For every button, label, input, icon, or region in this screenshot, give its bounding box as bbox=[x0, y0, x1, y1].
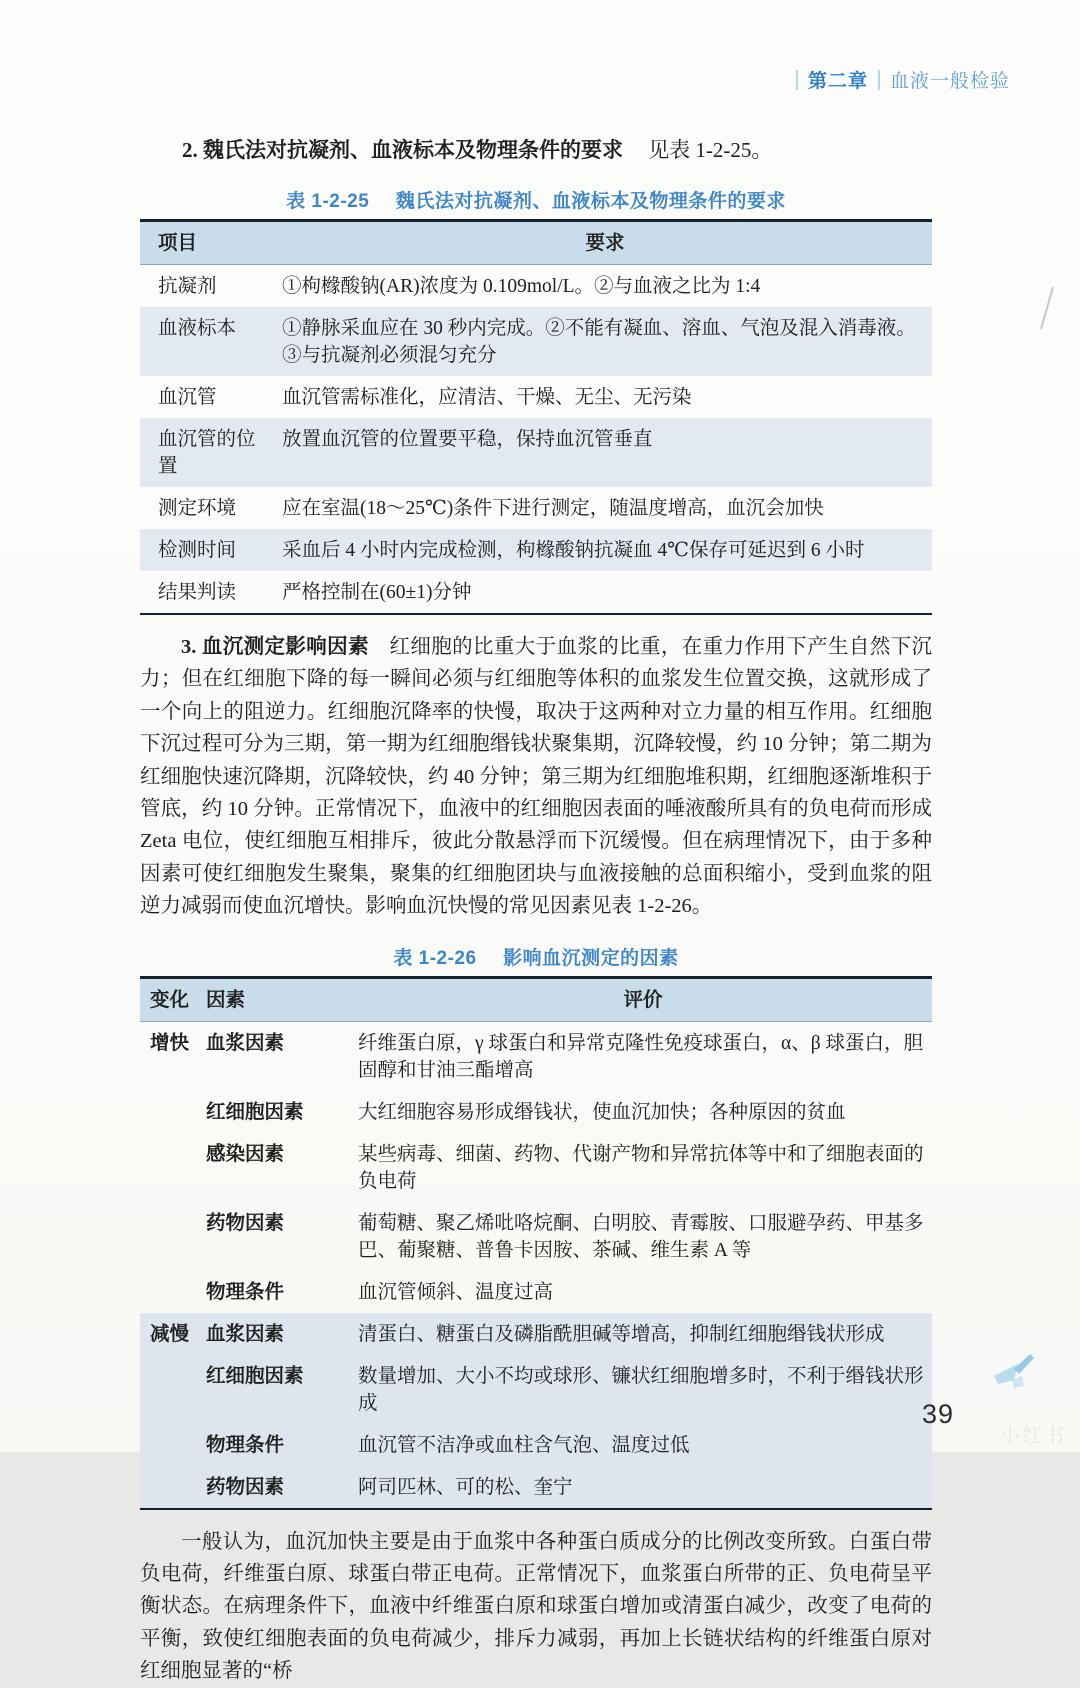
row-evaluation: 阿司匹林、可的松、奎宁 bbox=[358, 1476, 573, 1498]
table-row bbox=[140, 1133, 932, 1202]
running-head bbox=[796, 66, 1010, 93]
row-requirement: 放置血沉管的位置要平稳，保持血沉管垂直 bbox=[282, 429, 653, 450]
row-change bbox=[140, 1424, 202, 1466]
table-factors bbox=[140, 976, 932, 1510]
row-evaluation: 清蛋白、糖蛋白及磷脂酰胆碱等增高，抑制红细胞缗钱状形成 bbox=[358, 1323, 885, 1345]
table-row bbox=[140, 376, 932, 418]
row-change bbox=[140, 1202, 202, 1271]
table-header-row bbox=[140, 222, 932, 265]
table-requirements bbox=[140, 219, 932, 615]
group-faster bbox=[140, 1022, 932, 1313]
row-factor: 红细胞因素 bbox=[206, 1365, 304, 1387]
section-label: 血液一般检验 bbox=[889, 71, 1010, 92]
table-header-row bbox=[140, 979, 932, 1022]
table-row bbox=[140, 1466, 932, 1508]
row-change bbox=[140, 1466, 202, 1508]
group-slower bbox=[140, 1313, 932, 1508]
heading-title: 魏氏法对抗凝剂、血液标本及物理条件的要求 bbox=[203, 138, 623, 162]
table1-caption: 魏氏法对抗凝剂、血液标本及物理条件的要求 bbox=[395, 191, 786, 212]
table-row bbox=[140, 487, 932, 529]
table-reference: 见表 1-2-25。 bbox=[648, 138, 773, 162]
table-row bbox=[140, 418, 932, 487]
row-evaluation: 某些病毒、细菌、药物、代谢产物和异常抗体等中和了细胞表面的负电荷 bbox=[358, 1143, 924, 1192]
row-item: 测定环境 bbox=[158, 498, 237, 519]
row-factor: 血浆因素 bbox=[206, 1032, 285, 1054]
row-factor: 感染因素 bbox=[206, 1143, 285, 1165]
divider-bar bbox=[878, 70, 880, 90]
row-requirement: 严格控制在(60±1)分钟 bbox=[282, 582, 472, 603]
row-change bbox=[140, 1133, 202, 1202]
row-evaluation: 大红细胞容易形成缗钱状，使血沉加快；各种原因的贫血 bbox=[358, 1101, 846, 1123]
row-item: 血液标本 bbox=[158, 318, 237, 339]
watermark-brush-icon bbox=[984, 1350, 1040, 1396]
row-evaluation: 数量增加、大小不均或球形、镰状红细胞增多时，不利于缗钱状形成 bbox=[358, 1365, 924, 1414]
row-requirement: ①枸橼酸钠(AR)浓度为 0.109mol/L。②与血液之比为 1:4 bbox=[282, 276, 761, 297]
row-requirement: 采血后 4 小时内完成检测，枸橼酸钠抗凝血 4℃保存可延迟到 6 小时 bbox=[282, 540, 865, 561]
table2-caption: 影响血沉测定的因素 bbox=[503, 947, 679, 969]
row-change bbox=[140, 1271, 202, 1313]
table-row bbox=[140, 307, 932, 376]
section3-body: 红细胞的比重大于血浆的比重，在重力作用下产生自然下沉力；但在红细胞下降的每一瞬间必须与红细胞等体积的血浆发生位置交换，这就形成了一个向上的阻逆力。红细胞沉降率的快慢，取决于这两种对立力量的相互作用。红细胞下沉过程可分为三期，第一期为红细胞缗钱状聚集期，沉降较慢，约 10 分钟；第二期为红细胞快速沉降期，沉降较快，约 40 分钟；第三期为红细胞堆积期，红细胞逐渐堆积于管底，约 10 分钟。正常情况下，血液中的红细胞因表面的唾液酸所具有的负电荷而形成 Zeta 电位，使红细胞互相排斥，彼此分散悬浮而下沉缓慢。但在病理情况下，由于多种因素可使红细胞发生聚集，聚集的红细胞团块与血液接触的总面积缩小，受到血浆的阻逆力减弱而使血沉增快。影响血沉快慢的常见因素见表 1-2-26。 bbox=[140, 636, 933, 918]
section-heading bbox=[140, 134, 932, 166]
row-item: 血沉管的位置 bbox=[158, 429, 256, 477]
table-row bbox=[140, 571, 932, 613]
row-requirement: 应在室温(18～25℃)条件下进行测定，随温度增高，血沉会加快 bbox=[282, 498, 824, 519]
table-row bbox=[140, 1271, 932, 1313]
header-change: 变化 bbox=[150, 989, 190, 1011]
table-row bbox=[140, 529, 932, 571]
row-factor: 药物因素 bbox=[206, 1476, 285, 1498]
header-evaluation: 评价 bbox=[623, 989, 663, 1011]
row-item: 抗凝剂 bbox=[158, 276, 217, 297]
row-change: 增快 bbox=[150, 1032, 190, 1054]
row-factor: 物理条件 bbox=[206, 1281, 285, 1303]
header-factor: 因素 bbox=[206, 989, 246, 1011]
pen-mark bbox=[1040, 287, 1054, 330]
table-row bbox=[140, 1202, 932, 1271]
chapter-label: 第二章 bbox=[807, 71, 868, 92]
table-row bbox=[140, 1313, 932, 1355]
heading-number: 2. bbox=[182, 138, 198, 162]
row-change bbox=[140, 1355, 202, 1424]
table2-title bbox=[140, 943, 932, 970]
row-factor: 血浆因素 bbox=[206, 1323, 285, 1345]
divider-bar bbox=[796, 70, 798, 90]
table2-label: 表 1-2-26 bbox=[393, 947, 477, 969]
page-number: 39 bbox=[921, 1399, 954, 1429]
row-evaluation: 纤维蛋白原，γ 球蛋白和异常克隆性免疫球蛋白，α、β 球蛋白，胆固醇和甘油三酯增高 bbox=[358, 1032, 924, 1081]
watermark-text: 小红书 bbox=[1000, 1425, 1066, 1447]
header-item: 项目 bbox=[158, 233, 198, 254]
table-row bbox=[140, 1355, 932, 1424]
page-content bbox=[140, 120, 932, 1688]
table1-label: 表 1-2-25 bbox=[286, 191, 370, 212]
table-row bbox=[140, 265, 932, 307]
row-item: 血沉管 bbox=[158, 387, 217, 408]
table1-title bbox=[140, 186, 932, 213]
row-item: 检测时间 bbox=[158, 540, 237, 561]
row-item: 结果判读 bbox=[158, 582, 237, 603]
row-evaluation: 葡萄糖、聚乙烯吡咯烷酮、白明胶、青霉胺、口服避孕药、甲基多巴、葡聚糖、普鲁卡因胺、茶碱、维生素 A 等 bbox=[358, 1212, 924, 1261]
table-row bbox=[140, 1424, 932, 1466]
row-change: 减慢 bbox=[150, 1323, 190, 1345]
table-row bbox=[140, 1022, 932, 1091]
row-factor: 物理条件 bbox=[206, 1434, 285, 1456]
row-change bbox=[140, 1091, 202, 1133]
table-row bbox=[140, 1091, 932, 1133]
row-evaluation: 血沉管倾斜、温度过高 bbox=[358, 1281, 554, 1303]
row-evaluation: 血沉管不洁净或血柱含气泡、温度过低 bbox=[358, 1434, 690, 1456]
row-factor: 红细胞因素 bbox=[206, 1101, 304, 1123]
section3-lead: 3. 血沉测定影响因素 bbox=[181, 636, 369, 658]
row-factor: 药物因素 bbox=[206, 1212, 285, 1234]
row-requirement: 血沉管需标准化，应清洁、干燥、无尘、无污染 bbox=[282, 387, 692, 408]
closing-paragraph: 一般认为，血沉加快主要是由于血浆中各种蛋白质成分的比例改变所致。白蛋白带负电荷，纤维蛋白原、球蛋白带正电荷。正常情况下，血浆蛋白所带的正、负电荷呈平衡状态。在病理条件下，血液中纤维蛋白原和球蛋白增加或清蛋白减少，改变了电荷的平衡，致使红细胞表面的负电荷减少，排斥力减弱，再加上长链状结构的纤维蛋白原对红细胞显著的“桥 bbox=[140, 1530, 932, 1683]
row-requirement: ①静脉采血应在 30 秒内完成。②不能有凝血、溶血、气泡及混入消毒液。③与抗凝剂必须混匀充分 bbox=[282, 318, 916, 366]
section3-paragraph bbox=[140, 631, 932, 923]
header-requirement: 要求 bbox=[585, 233, 625, 254]
